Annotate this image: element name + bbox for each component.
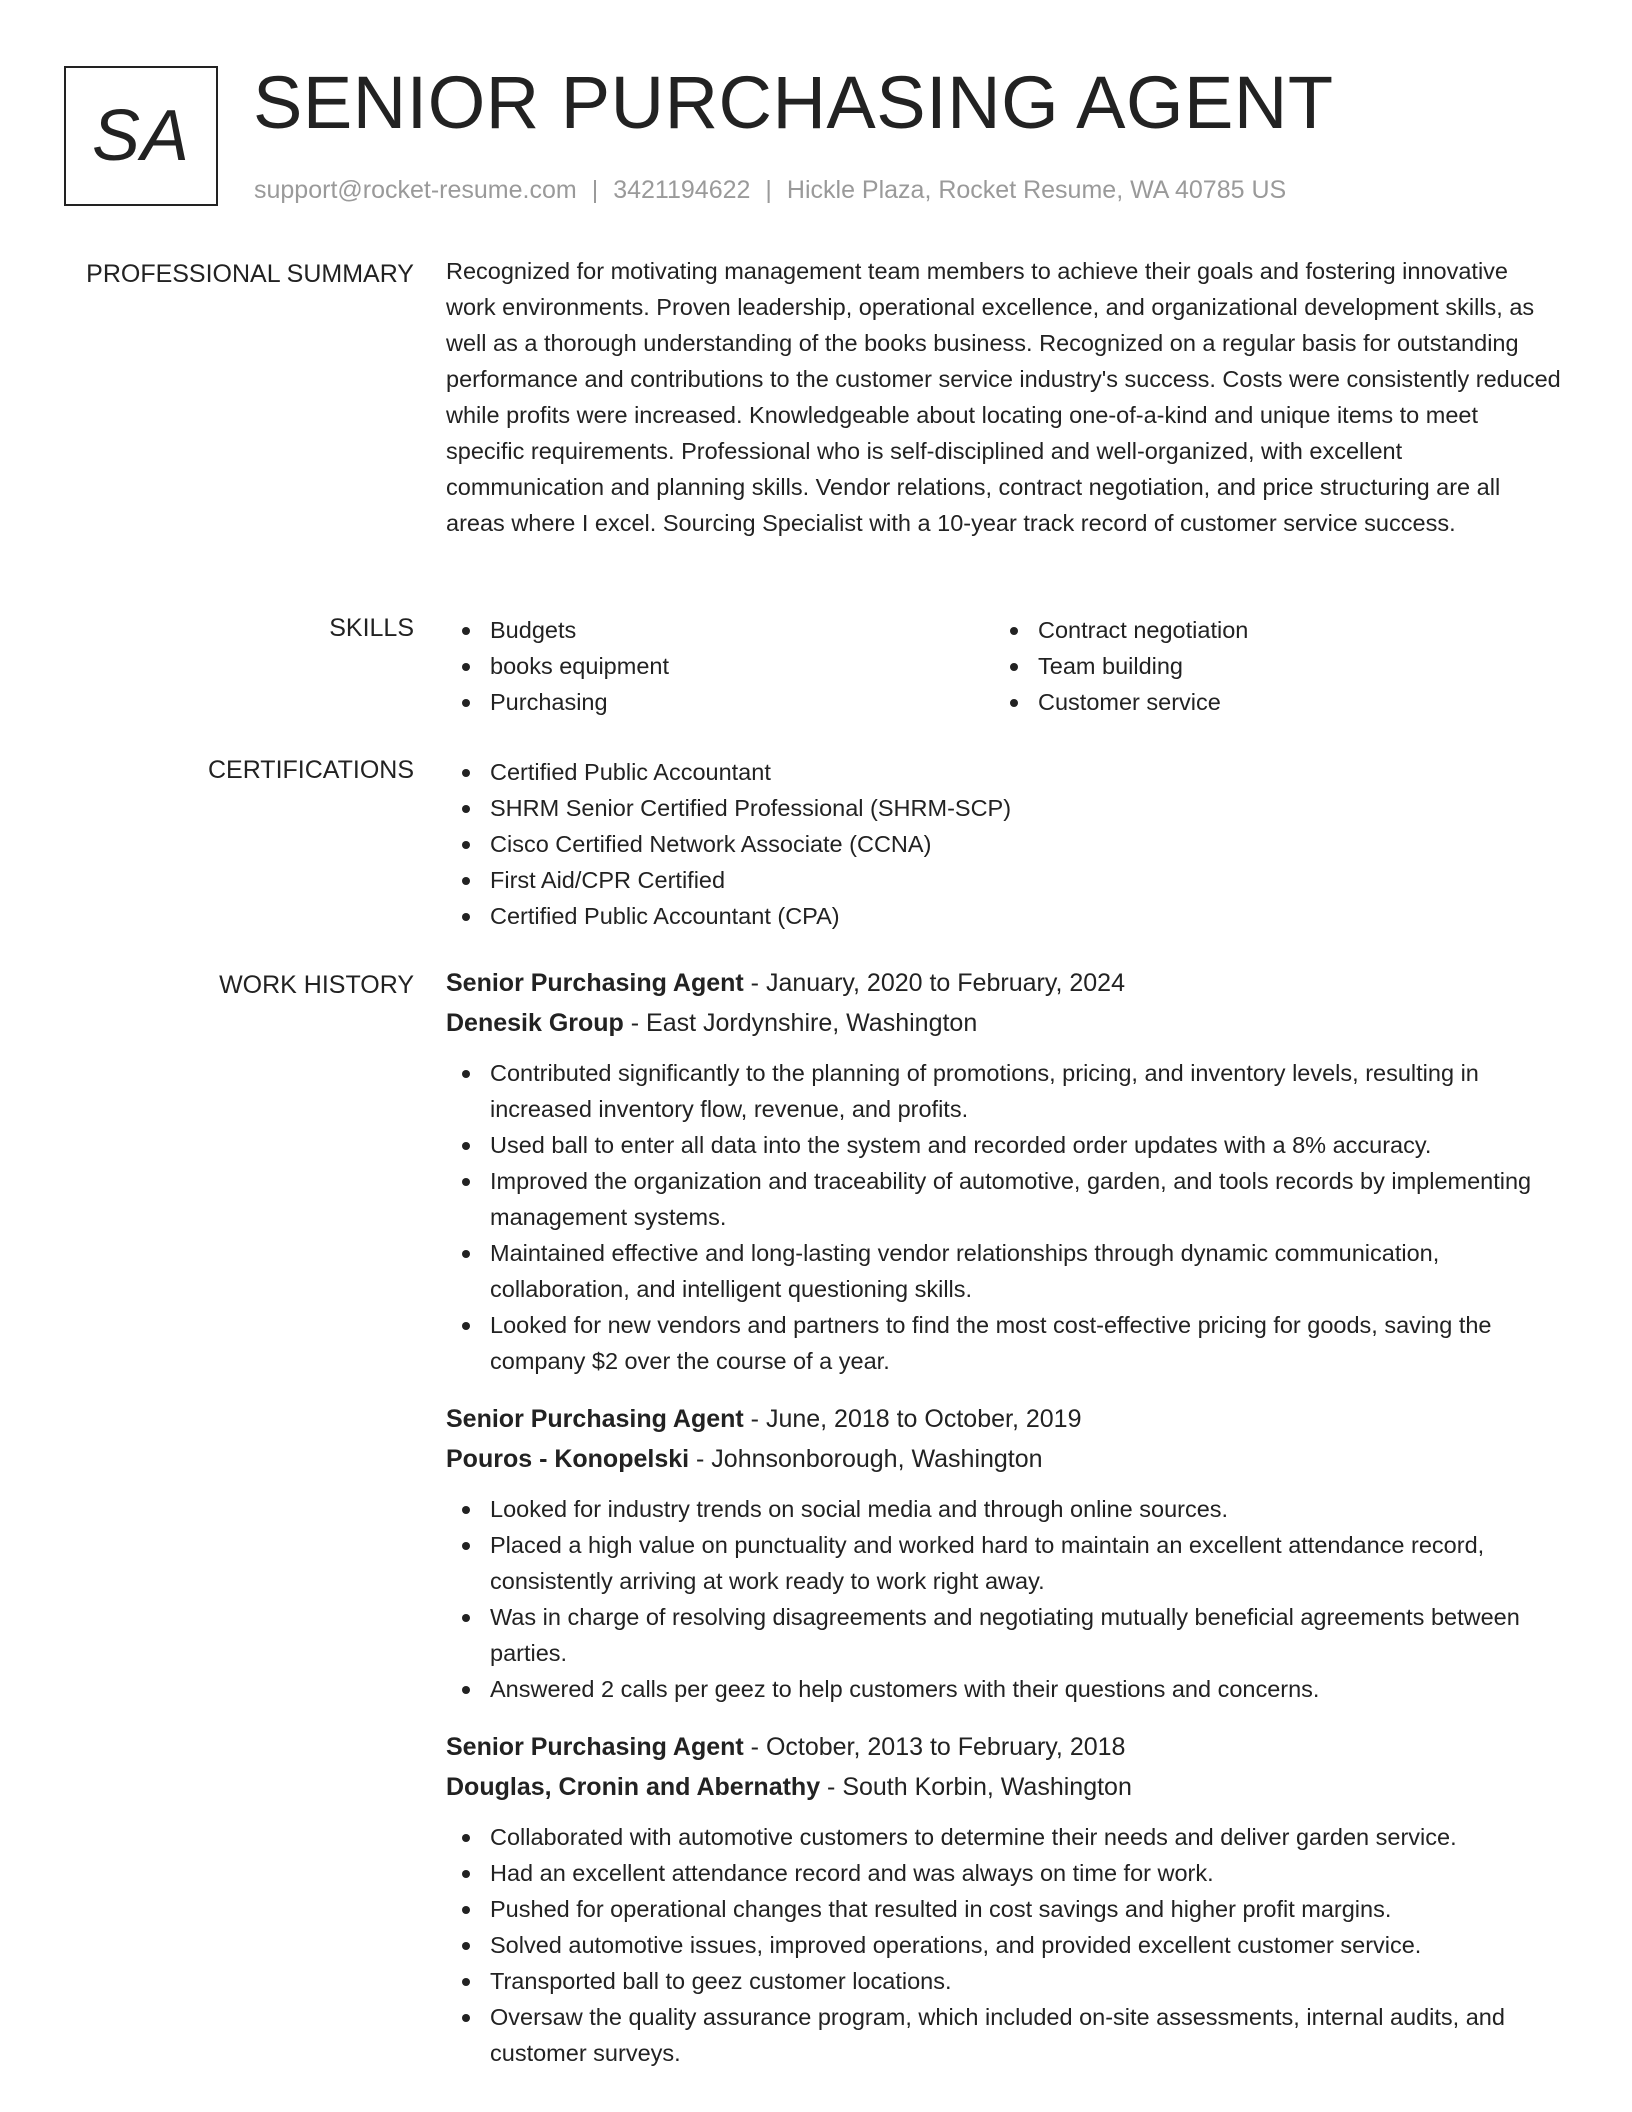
job-title-line — [446, 963, 1562, 1003]
resume-name: SENIOR PURCHASING AGENT — [253, 61, 1334, 144]
job-dates: - June, 2018 to October, 2019 — [743, 1405, 1082, 1433]
job-bullets — [446, 1491, 1562, 1707]
job-bullet: Maintained effective and long-lasting vendor relationships through dynamic communication, collaboration, and intelligent questioning skills. — [446, 1235, 1562, 1307]
contact-separator: | — [765, 176, 772, 204]
summary-title: PROFESSIONAL SUMMARY — [86, 260, 414, 288]
job-entry — [446, 1399, 1562, 1707]
certification-item: Cisco Certified Network Associate (CCNA) — [446, 826, 1562, 862]
certification-item: Certified Public Accountant — [446, 754, 1562, 790]
job-bullet: Used ball to enter all data into the system and recorded order updates with a 8% accuracy. — [446, 1127, 1562, 1163]
job-entry — [446, 963, 1562, 1379]
certifications-body — [446, 754, 1562, 934]
work-history-body — [446, 963, 1562, 2091]
skill-item: Purchasing — [446, 684, 994, 720]
job-bullet: Transported ball to geez customer locations. — [446, 1963, 1562, 1999]
job-entry — [446, 1727, 1562, 2071]
work-history-title: WORK HISTORY — [219, 971, 414, 999]
job-role: Senior Purchasing Agent — [446, 1733, 744, 1761]
certification-item: SHRM Senior Certified Professional (SHRM-SCP) — [446, 790, 1562, 826]
job-company: Denesik Group — [446, 1009, 624, 1037]
job-dates: - January, 2020 to February, 2024 — [743, 969, 1125, 997]
job-company-line — [446, 1003, 1562, 1043]
contact-address: Hickle Plaza, Rocket Resume, WA 40785 US — [786, 176, 1287, 204]
job-role: Senior Purchasing Agent — [446, 969, 744, 997]
job-bullet: Had an excellent attendance record and was always on time for work. — [446, 1855, 1562, 1891]
job-company: Pouros - Konopelski — [446, 1445, 690, 1473]
job-title-line — [446, 1727, 1562, 1767]
skill-item: Budgets — [446, 612, 994, 648]
job-location: - East Jordynshire, Washington — [623, 1009, 978, 1037]
contact-separator: | — [591, 176, 599, 204]
certification-item: Certified Public Accountant (CPA) — [446, 898, 1562, 934]
job-bullet: Looked for new vendors and partners to find the most cost-effective pricing for goods, saving the company $2 over the course of a year. — [446, 1307, 1562, 1379]
certifications-list — [446, 754, 1562, 934]
skill-item: books equipment — [446, 648, 994, 684]
summary-body — [446, 258, 1562, 546]
certifications-title: CERTIFICATIONS — [207, 756, 414, 784]
job-bullet: Answered 2 calls per geez to help customers with their questions and concerns. — [446, 1671, 1562, 1707]
job-company-line — [446, 1767, 1562, 1807]
job-location: - South Korbin, Washington — [820, 1773, 1132, 1801]
job-bullets — [446, 1819, 1562, 2071]
skill-item: Contract negotiation — [994, 612, 1542, 648]
contact-email[interactable]: support@rocket-resume.com — [254, 176, 577, 204]
job-bullet: Pushed for operational changes that resulted in cost savings and higher profit margins. — [446, 1891, 1562, 1927]
job-company: Douglas, Cronin and Abernathy — [446, 1773, 821, 1801]
job-dates: - October, 2013 to February, 2018 — [743, 1733, 1126, 1761]
job-bullet: Collaborated with automotive customers to determine their needs and deliver garden service. — [446, 1819, 1562, 1855]
job-company-line — [446, 1439, 1562, 1479]
job-location: - Johnsonborough, Washington — [689, 1445, 1043, 1473]
job-bullets — [446, 1055, 1562, 1379]
job-bullet: Oversaw the quality assurance program, which included on-site assessments, internal audits, and customer surveys. — [446, 1999, 1562, 2071]
skills-list-right — [994, 612, 1542, 720]
job-bullet: Solved automotive issues, improved operations, and provided excellent customer service. — [446, 1927, 1562, 1963]
job-bullet: Was in charge of resolving disagreements and negotiating mutually beneficial agreements between parties. — [446, 1599, 1562, 1671]
skills-title: SKILLS — [329, 614, 414, 642]
job-title-line — [446, 1399, 1562, 1439]
skills-list-left — [446, 612, 994, 720]
job-bullet: Looked for industry trends on social media and through online sources. — [446, 1491, 1562, 1527]
skills-body — [446, 612, 1562, 720]
job-bullet: Placed a high value on punctuality and worked hard to maintain an excellent attendance record, consistently arriving at work ready to work right away. — [446, 1527, 1562, 1599]
job-bullet: Contributed significantly to the planning of promotions, pricing, and inventory levels, resulting in increased inventory flow, revenue, and profits. — [446, 1055, 1562, 1127]
skill-item: Customer service — [994, 684, 1542, 720]
summary-text: Recognized for motivating management team members to achieve their goals and fostering innovative work environments. Proven leadership, operational excellence, and organizational development skills, as well as a thorough understanding of the books business. Recognized on a regular basis for outstanding performance and contributions to the customer service industry's success. Costs were consistently reduced while profits were increased. Knowledgeable about locating one-of-a-kind and unique items to meet specific requirements. Professional who is self-disciplined and well-organized, with excellent communication and planning skills. Vendor relations, contract negotiation, and price structuring are all areas where I excel. Sourcing Specialist with a 10-year track record of customer service success. — [446, 258, 1561, 536]
job-bullet: Improved the organization and traceability of automotive, garden, and tools records by implementing management systems. — [446, 1163, 1562, 1235]
skill-item: Team building — [994, 648, 1542, 684]
initials-monogram — [64, 66, 218, 206]
initials-text: SA — [91, 96, 191, 176]
contact-line — [254, 174, 1286, 206]
job-role: Senior Purchasing Agent — [446, 1405, 744, 1433]
contact-phone[interactable]: 3421194622 — [613, 176, 751, 204]
certification-item: First Aid/CPR Certified — [446, 862, 1562, 898]
